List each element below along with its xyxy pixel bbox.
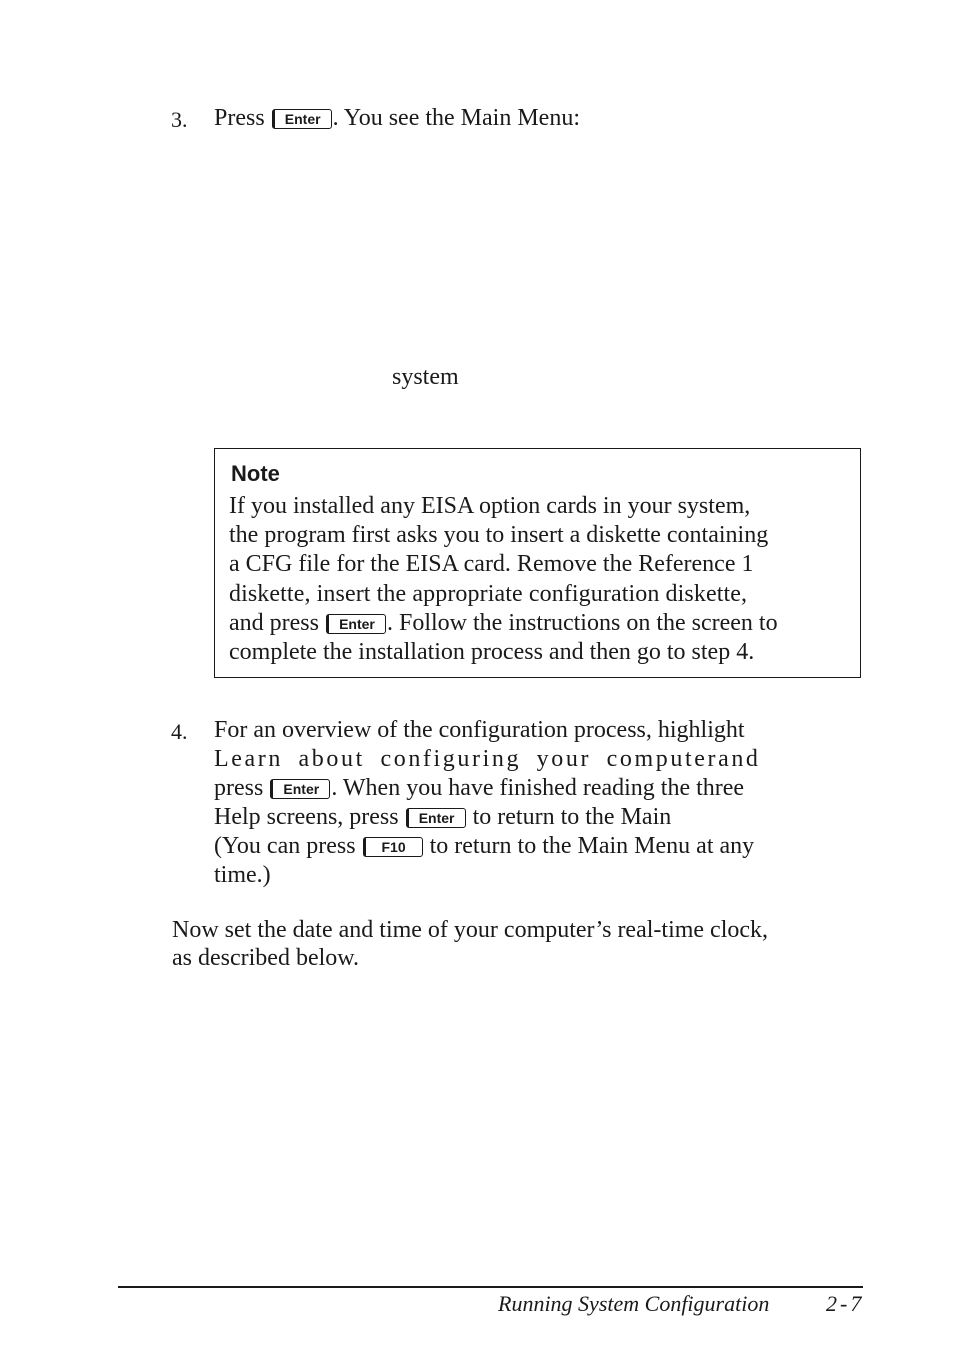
enter-key-icon: Enter: [326, 614, 386, 634]
step-3-text: [214, 104, 580, 133]
note-box: [214, 448, 861, 678]
note-body: [229, 492, 841, 667]
note-line: complete the installation process and then go to step 4.: [229, 639, 755, 666]
step-4-text: [214, 716, 761, 890]
step-4-line: time.): [214, 862, 271, 888]
menu-option-learn-about: Learn about configuring your computerand: [214, 746, 761, 772]
note-line: If you installed any EISA option cards in your system,: [229, 493, 751, 519]
step-4-return-label: to return to the Main: [472, 804, 672, 830]
step-4-line: For an overview of the configuration process, highlight: [214, 717, 745, 743]
enter-key-icon: Enter: [270, 779, 330, 799]
note-press-label: and press: [229, 609, 319, 636]
note-follow-label: . Follow the instructions on the screen to: [386, 609, 778, 636]
note-line: [229, 609, 841, 638]
step-4-return-menu-label: to return to the Main Menu at any: [429, 833, 755, 859]
step-3-after-label: . You see the Main Menu:: [332, 105, 580, 131]
closing-paragraph: [172, 916, 768, 972]
footer-section-title: Running System Configuration: [498, 1291, 770, 1316]
enter-key-icon: Enter: [406, 808, 466, 828]
step-4-line: [214, 803, 761, 832]
note-line: the program first asks you to insert a diskette containing: [229, 522, 769, 549]
footer-rule: [118, 1286, 863, 1288]
closing-line: Now set the date and time of your computer’s real-time clock,: [172, 917, 769, 943]
step-4-press-label: press: [214, 775, 264, 801]
note-line: diskette, insert the appropriate configuration diskette,: [229, 580, 748, 607]
step-4-line: [214, 832, 761, 861]
note-title: Note: [231, 461, 280, 486]
step-4-line: [214, 774, 761, 803]
closing-line: as described below.: [172, 945, 360, 971]
step-3-number: 3.: [171, 107, 188, 132]
step-4-help-label: Help screens, press: [214, 804, 399, 830]
step-4-number: 4.: [171, 719, 188, 744]
enter-key-icon: Enter: [272, 109, 332, 129]
note-line: a CFG file for the EISA card. Remove the Reference 1: [229, 551, 754, 578]
footer-page-number: 2-7: [826, 1291, 865, 1316]
menu-fragment-text: system: [392, 364, 459, 390]
f10-key-icon: F10: [363, 837, 423, 857]
step-3-press-label: Press: [214, 105, 265, 131]
step-4-when-label: . When you have finished reading the three: [331, 775, 745, 801]
step-4-you-can-label: (You can press: [214, 833, 356, 859]
